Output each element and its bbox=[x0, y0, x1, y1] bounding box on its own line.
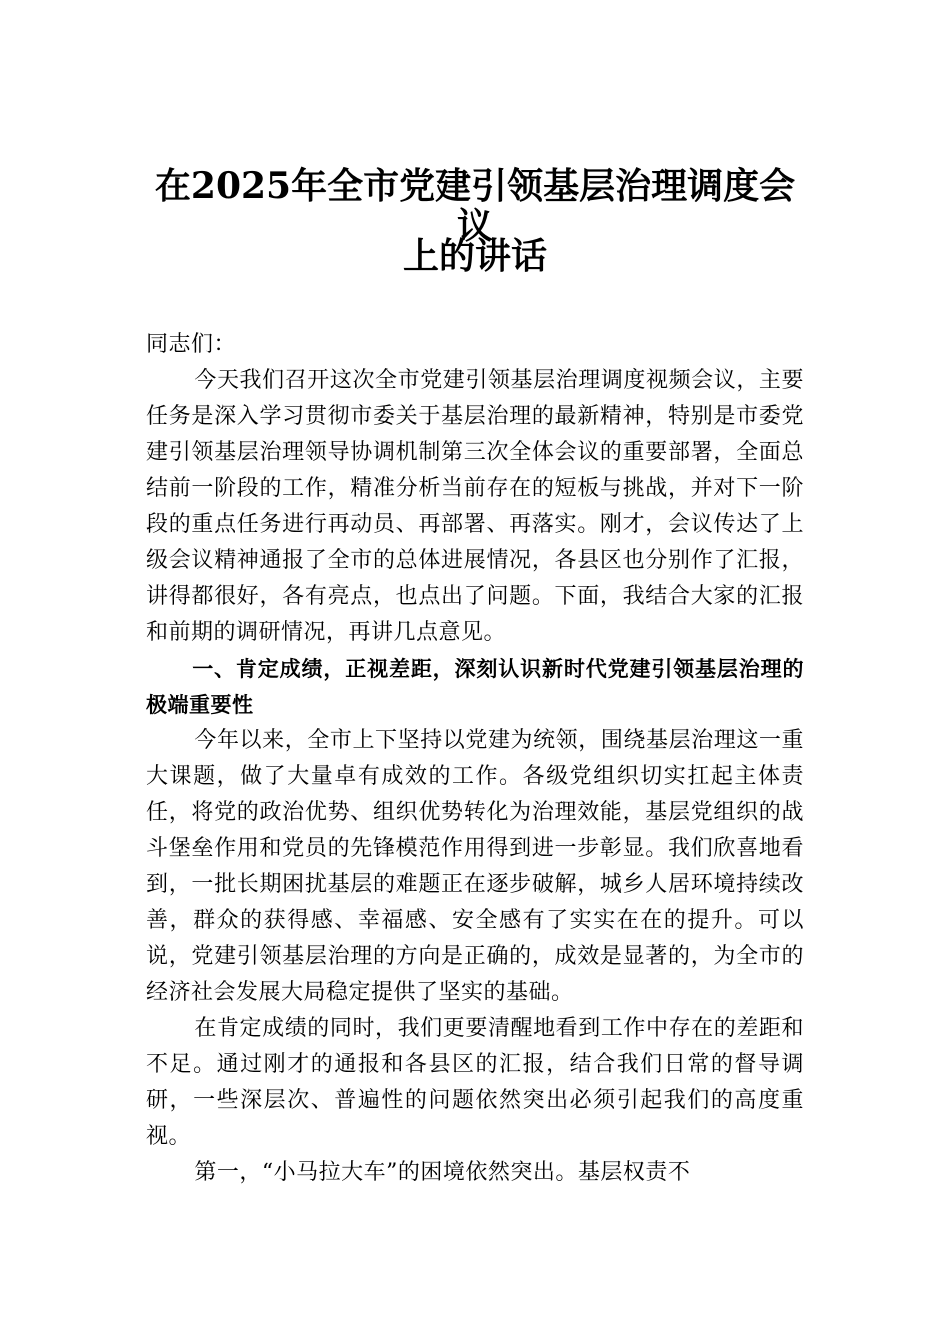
document-title-line-1: 在2025年全市党建引领基层治理调度会议 bbox=[154, 165, 796, 247]
document-title-line-2: 上的讲话 bbox=[402, 235, 547, 277]
salutation: 同志们： bbox=[146, 332, 237, 357]
paragraph-achievements: 今年以来，全市上下坚持以党建为统领，围绕基层治理这一重大课题，做了大量卓有成效的工作。各级党组织切实扛起主体责任，将党的政治优势、组织优势转化为治理效能，基层党组织的战斗堡垒作用和党员的先锋模范作用得到进一步彰显。我们欣喜地看到，一批长期困扰基层的难题正在逐步破解，城乡人居环境持续改善，群众的获得感、幸福感、安全感有了实实在在的提升。可以说，党建引领基层治理的方向是正确的，成效是显著的，为全市的经济社会发展大局稳定提供了坚实的基础。 bbox=[146, 728, 804, 1005]
paragraph-intro: 今天我们召开这次全市党建引领基层治理调度视频会议，主要任务是深入学习贯彻市委关于基层治理的最新精神，特别是市委党建引领基层治理领导协调机制第三次全体会议的重要部署，全面总结前一阶段的工作，精准分析当前存在的短板与挑战，并对下一阶段的重点任务进行再动员、再部署、再落实。刚才，会议传达了上级会议精神通报了全市的总体进展情况，各县区也分别作了汇报，讲得都很好，各有亮点，也点出了问题。下面，我结合大家的汇报和前期的调研情况，再讲几点意见。 bbox=[146, 368, 804, 645]
paragraph-first-issue: 第一，“小马拉大车”的困境依然突出。基层权责不 bbox=[194, 1160, 691, 1185]
paragraph-shortcomings: 在肯定成绩的同时，我们更要清醒地看到工作中存在的差距和不足。通过刚才的通报和各县区的汇报，结合我们日常的督导调研，一些深层次、普遍性的问题依然突出必须引起我们的高度重视。 bbox=[146, 1016, 804, 1149]
document-body bbox=[146, 327, 804, 1191]
section-heading-1: 一、肯定成绩，正视差距，深刻认识新时代党建引领基层治理的极端重要性 bbox=[146, 657, 804, 717]
